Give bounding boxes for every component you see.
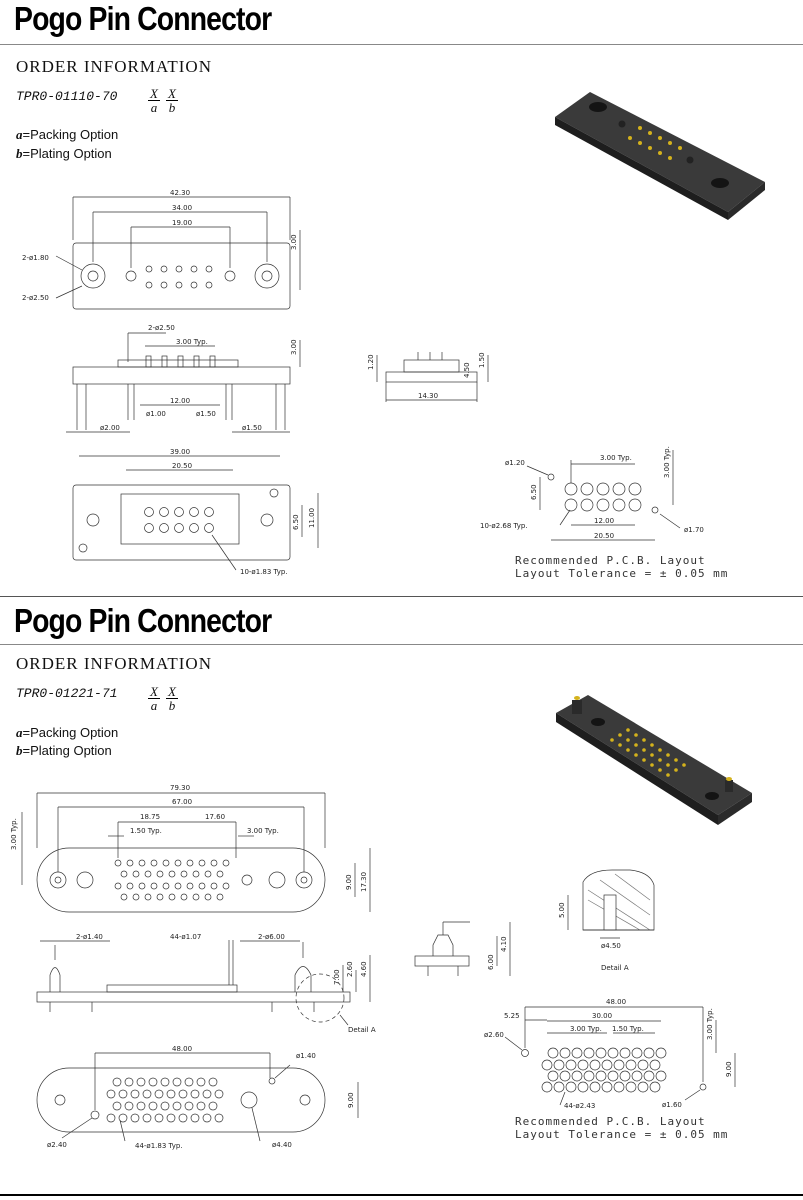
dimension-label: 10-ø1.83 Typ. — [240, 568, 288, 576]
connector-3d-render — [555, 92, 765, 220]
dimension-label: Detail A — [348, 1026, 376, 1034]
dimension-label: ø2.60 — [484, 1031, 504, 1039]
dimension-label: 12.00 — [170, 397, 191, 405]
dimension-label: 48.00 — [606, 998, 627, 1006]
page-title: Pogo Pin Connector — [14, 0, 272, 37]
dimension-label: 39.00 — [170, 448, 191, 456]
dimension-label: 14.30 — [418, 392, 439, 400]
dimension-label: 2-ø6.00 — [258, 933, 285, 941]
dimension-label: 2-ø2.50 — [22, 294, 49, 302]
part-number-2: TPR0-01221-71 — [16, 686, 118, 701]
dimension-labels — [22, 189, 704, 576]
dimension-label: 6.50 — [530, 484, 538, 500]
dimension-label: 3.00 — [290, 234, 298, 250]
footer-divider — [0, 1194, 803, 1196]
option-a-2: a=Packing Option — [16, 725, 119, 740]
dimension-label: 4.10 — [500, 936, 508, 952]
dimension-label: 9.00 — [725, 1061, 733, 1077]
dimension-label: 9.00 — [345, 874, 353, 890]
pcb-layout-note: Recommended P.C.B. Layout Layout Tolerance = ± 0.05 mm — [515, 554, 729, 580]
dimension-label: 2.60 — [346, 961, 354, 977]
dimension-label: ø1.20 — [505, 459, 525, 467]
dimension-label: 17.30 — [360, 871, 368, 892]
dimension-label: 5.00 — [558, 902, 566, 918]
dimension-label: ø1.50 — [242, 424, 262, 432]
option-b: b=Plating Option — [16, 146, 112, 161]
dimension-label: 44-ø1.83 Typ. — [135, 1142, 183, 1150]
page-title-2: Pogo Pin Connector — [14, 602, 272, 639]
section-divider — [0, 596, 803, 597]
dimension-label: 7.00 — [333, 969, 341, 985]
dimension-label: 2-ø1.40 — [76, 933, 103, 941]
option-a: a=Packing Option — [16, 127, 119, 142]
technical-drawing-2 — [0, 600, 803, 1200]
suffix-a: $\frac{X}{a}$ — [148, 87, 160, 114]
dimension-label: 6.50 — [292, 514, 300, 530]
order-heading: ORDER INFORMATION — [16, 57, 212, 76]
dimension-label: 20.50 — [594, 532, 615, 540]
dimension-label: 2-ø1.80 — [22, 254, 49, 262]
connector-3d-render-2 — [556, 695, 752, 825]
dimension-label: 42.30 — [170, 189, 191, 197]
suffix-b-2: $\frac{X}{b}$ — [166, 685, 178, 712]
dimension-label: 10-ø2.68 Typ. — [480, 522, 528, 530]
dimension-label: 3.00 Typ. — [706, 1008, 714, 1040]
dimension-label: 79.30 — [170, 784, 191, 792]
pcb-layout-note-2: Recommended P.C.B. Layout Layout Tolerance = ± 0.05 mm — [515, 1115, 729, 1141]
dimension-label: 17.60 — [205, 813, 226, 821]
dimension-label: 3.00 Typ. — [10, 818, 18, 850]
product-section-2 — [0, 600, 803, 1200]
dimension-label: ø4.40 — [272, 1141, 292, 1149]
option-b-2: b=Plating Option — [16, 743, 112, 758]
dimension-label: 2-ø2.50 — [148, 324, 175, 332]
dimension-label: 3.00 Typ. — [570, 1025, 602, 1033]
dimension-label: 1.20 — [367, 354, 375, 370]
dimension-label: 12.00 — [594, 517, 615, 525]
dimension-label: ø4.50 — [601, 942, 621, 950]
dimension-label: 3.00 Typ. — [176, 338, 208, 346]
dimension-label: 48.00 — [172, 1045, 193, 1053]
dimension-label: 44-ø1.07 — [170, 933, 202, 941]
dimension-label: 3.00 Typ. — [663, 446, 671, 478]
dimension-label: 3.00 Typ. — [600, 454, 632, 462]
order-heading-2: ORDER INFORMATION — [16, 654, 212, 673]
dimension-label: 1.50 — [478, 352, 486, 368]
dimension-label: 9.00 — [347, 1092, 355, 1108]
dimension-label: 18.75 — [140, 813, 161, 821]
dimension-label: 19.00 — [172, 219, 193, 227]
dimension-label: 4.60 — [360, 961, 368, 977]
dimension-label: Detail A — [601, 964, 629, 972]
dimension-label: 4.50 — [463, 362, 471, 378]
dimension-label: ø2.40 — [47, 1141, 67, 1149]
dimension-label: ø2.00 — [100, 424, 120, 432]
dimension-label: 3.00 Typ. — [247, 827, 279, 835]
dimension-label: 34.00 — [172, 204, 193, 212]
suffix-b: $\frac{X}{b}$ — [166, 87, 178, 114]
dimension-label: ø1.50 — [196, 410, 216, 418]
dimension-label: 11.00 — [308, 507, 316, 528]
dimension-label: 1.50 Typ. — [130, 827, 162, 835]
suffix-a-2: $\frac{X}{a}$ — [148, 685, 160, 712]
dimension-label: 44-ø2.43 — [564, 1102, 596, 1110]
dimension-label: 5.25 — [504, 1012, 520, 1020]
dimension-label: 3.00 — [290, 339, 298, 355]
dimension-label: ø1.40 — [296, 1052, 316, 1060]
dimension-label: 67.00 — [172, 798, 193, 806]
dimension-label: 6.00 — [487, 954, 495, 970]
dimension-label: ø1.00 — [146, 410, 166, 418]
dimension-label: 1.50 Typ. — [612, 1025, 644, 1033]
dimension-label: 20.50 — [172, 462, 193, 470]
part-number: TPR0-01110-70 — [16, 89, 118, 104]
dimension-labels-2 — [10, 784, 733, 1150]
dimension-label: ø1.70 — [684, 526, 704, 534]
dimension-label: 30.00 — [592, 1012, 613, 1020]
dimension-label: ø1.60 — [662, 1101, 682, 1109]
